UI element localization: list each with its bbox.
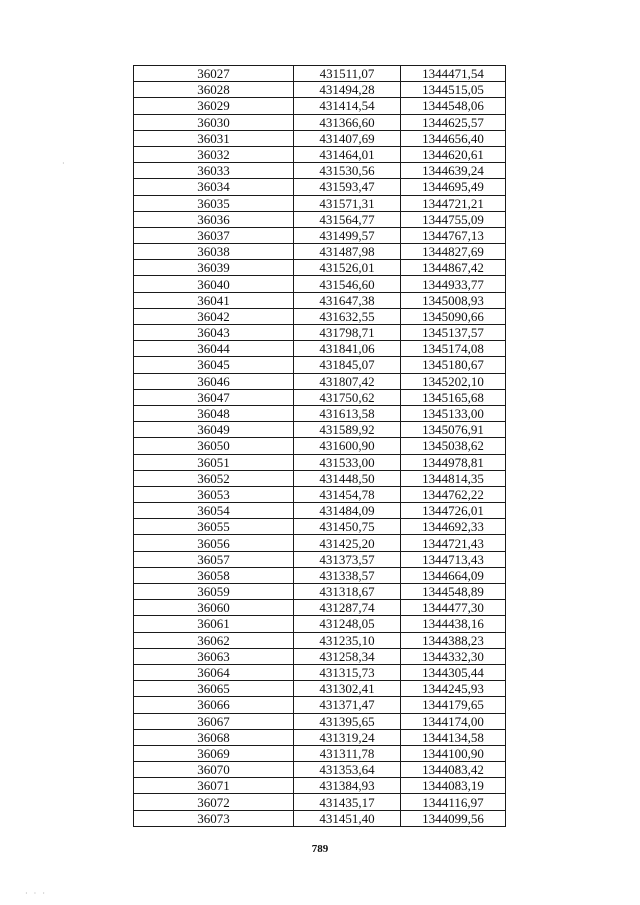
point-number-cell: 36030 [134, 114, 294, 130]
table-row [134, 373, 506, 389]
x-coordinate-cell: 431451,40 [294, 810, 401, 826]
point-number-cell: 36044 [134, 341, 294, 357]
table-row [134, 454, 506, 470]
y-coordinate-cell: 1345174,08 [401, 341, 506, 357]
point-number-cell: 36067 [134, 713, 294, 729]
table-row [134, 470, 506, 486]
y-coordinate-cell: 1344305,44 [401, 664, 506, 680]
x-coordinate-cell: 431414,54 [294, 98, 401, 114]
x-coordinate-cell: 431448,50 [294, 470, 401, 486]
y-coordinate-cell: 1344762,22 [401, 486, 506, 502]
table-row [134, 810, 506, 826]
point-number-cell: 36038 [134, 244, 294, 260]
y-coordinate-cell: 1344755,09 [401, 211, 506, 227]
y-coordinate-cell: 1344867,42 [401, 260, 506, 276]
y-coordinate-cell: 1345038,62 [401, 438, 506, 454]
y-coordinate-cell: 1344388,23 [401, 632, 506, 648]
point-number-cell: 36045 [134, 357, 294, 373]
point-number-cell: 36070 [134, 762, 294, 778]
y-coordinate-cell: 1344174,00 [401, 713, 506, 729]
table-row [134, 648, 506, 664]
x-coordinate-cell: 431371,47 [294, 697, 401, 713]
y-coordinate-cell: 1344100,90 [401, 745, 506, 761]
point-number-cell: 36051 [134, 454, 294, 470]
y-coordinate-cell: 1344639,24 [401, 163, 506, 179]
point-number-cell: 36046 [134, 373, 294, 389]
table-row [134, 195, 506, 211]
point-number-cell: 36064 [134, 664, 294, 680]
y-coordinate-cell: 1345008,93 [401, 292, 506, 308]
table-row [134, 357, 506, 373]
point-number-cell: 36031 [134, 130, 294, 146]
point-number-cell: 36071 [134, 778, 294, 794]
point-number-cell: 36039 [134, 260, 294, 276]
table-row [134, 66, 506, 82]
point-number-cell: 36055 [134, 519, 294, 535]
x-coordinate-cell: 431435,17 [294, 794, 401, 810]
x-coordinate-cell: 431750,62 [294, 389, 401, 405]
x-coordinate-cell: 431287,74 [294, 600, 401, 616]
table-row [134, 616, 506, 632]
y-coordinate-cell: 1344695,49 [401, 179, 506, 195]
table-row [134, 325, 506, 341]
x-coordinate-cell: 431546,60 [294, 276, 401, 292]
y-coordinate-cell: 1344713,43 [401, 551, 506, 567]
table-row [134, 664, 506, 680]
x-coordinate-cell: 431248,05 [294, 616, 401, 632]
y-coordinate-cell: 1345090,66 [401, 308, 506, 324]
scan-speck: · [62, 159, 65, 168]
table-row [134, 308, 506, 324]
x-coordinate-cell: 431841,06 [294, 341, 401, 357]
table-row [134, 146, 506, 162]
y-coordinate-cell: 1344933,77 [401, 276, 506, 292]
x-coordinate-cell: 431600,90 [294, 438, 401, 454]
y-coordinate-cell: 1344814,35 [401, 470, 506, 486]
point-number-cell: 36050 [134, 438, 294, 454]
x-coordinate-cell: 431384,93 [294, 778, 401, 794]
y-coordinate-cell: 1344827,69 [401, 244, 506, 260]
point-number-cell: 36059 [134, 584, 294, 600]
table-row [134, 551, 506, 567]
point-number-cell: 36057 [134, 551, 294, 567]
table-row [134, 535, 506, 551]
y-coordinate-cell: 1344692,33 [401, 519, 506, 535]
point-number-cell: 36028 [134, 82, 294, 98]
x-coordinate-cell: 431454,78 [294, 486, 401, 502]
table-row [134, 179, 506, 195]
y-coordinate-cell: 1344726,01 [401, 503, 506, 519]
y-coordinate-cell: 1344620,61 [401, 146, 506, 162]
point-number-cell: 36068 [134, 729, 294, 745]
point-number-cell: 36043 [134, 325, 294, 341]
y-coordinate-cell: 1344245,93 [401, 681, 506, 697]
table-row [134, 114, 506, 130]
y-coordinate-cell: 1344438,16 [401, 616, 506, 632]
point-number-cell: 36053 [134, 486, 294, 502]
table-row [134, 762, 506, 778]
point-number-cell: 36069 [134, 745, 294, 761]
x-coordinate-cell: 431464,01 [294, 146, 401, 162]
x-coordinate-cell: 431798,71 [294, 325, 401, 341]
point-number-cell: 36073 [134, 810, 294, 826]
table-row [134, 519, 506, 535]
table-row [134, 503, 506, 519]
table-row [134, 729, 506, 745]
x-coordinate-cell: 431319,24 [294, 729, 401, 745]
point-number-cell: 36062 [134, 632, 294, 648]
table-row [134, 632, 506, 648]
x-coordinate-cell: 431613,58 [294, 405, 401, 421]
x-coordinate-cell: 431647,38 [294, 292, 401, 308]
table-row [134, 211, 506, 227]
page-number: 789 [311, 843, 329, 855]
y-coordinate-cell: 1344664,09 [401, 567, 506, 583]
x-coordinate-cell: 431511,07 [294, 66, 401, 82]
point-number-cell: 36056 [134, 535, 294, 551]
table-row [134, 567, 506, 583]
x-coordinate-cell: 431318,67 [294, 584, 401, 600]
table-row [134, 163, 506, 179]
table-row [134, 600, 506, 616]
x-coordinate-cell: 431366,60 [294, 114, 401, 130]
point-number-cell: 36042 [134, 308, 294, 324]
y-coordinate-cell: 1344721,43 [401, 535, 506, 551]
table-row [134, 82, 506, 98]
x-coordinate-cell: 431484,09 [294, 503, 401, 519]
point-number-cell: 36054 [134, 503, 294, 519]
x-coordinate-cell: 431425,20 [294, 535, 401, 551]
y-coordinate-cell: 1344767,13 [401, 227, 506, 243]
y-coordinate-cell: 1344083,19 [401, 778, 506, 794]
x-coordinate-cell: 431593,47 [294, 179, 401, 195]
point-number-cell: 36034 [134, 179, 294, 195]
table-row [134, 292, 506, 308]
scan-speck: · · · [25, 889, 47, 898]
point-number-cell: 36058 [134, 567, 294, 583]
x-coordinate-cell: 431395,65 [294, 713, 401, 729]
x-coordinate-cell: 431589,92 [294, 422, 401, 438]
y-coordinate-cell: 1345076,91 [401, 422, 506, 438]
x-coordinate-cell: 431450,75 [294, 519, 401, 535]
table-row [134, 98, 506, 114]
table-row [134, 681, 506, 697]
table-row [134, 389, 506, 405]
point-number-cell: 36041 [134, 292, 294, 308]
x-coordinate-cell: 431499,57 [294, 227, 401, 243]
x-coordinate-cell: 431302,41 [294, 681, 401, 697]
y-coordinate-cell: 1344721,21 [401, 195, 506, 211]
table-row [134, 276, 506, 292]
x-coordinate-cell: 431407,69 [294, 130, 401, 146]
point-number-cell: 36032 [134, 146, 294, 162]
coordinates-table-body [134, 66, 506, 827]
point-number-cell: 36048 [134, 405, 294, 421]
y-coordinate-cell: 1344099,56 [401, 810, 506, 826]
y-coordinate-cell: 1345133,00 [401, 405, 506, 421]
x-coordinate-cell: 431807,42 [294, 373, 401, 389]
point-number-cell: 36033 [134, 163, 294, 179]
x-coordinate-cell: 431845,07 [294, 357, 401, 373]
y-coordinate-cell: 1344471,54 [401, 66, 506, 82]
point-number-cell: 36049 [134, 422, 294, 438]
table-row [134, 341, 506, 357]
x-coordinate-cell: 431564,77 [294, 211, 401, 227]
point-number-cell: 36063 [134, 648, 294, 664]
x-coordinate-cell: 431373,57 [294, 551, 401, 567]
x-coordinate-cell: 431494,28 [294, 82, 401, 98]
point-number-cell: 36052 [134, 470, 294, 486]
x-coordinate-cell: 431311,78 [294, 745, 401, 761]
table-row [134, 778, 506, 794]
point-number-cell: 36066 [134, 697, 294, 713]
point-number-cell: 36065 [134, 681, 294, 697]
table-row [134, 405, 506, 421]
table-row [134, 486, 506, 502]
table-row [134, 438, 506, 454]
y-coordinate-cell: 1344548,06 [401, 98, 506, 114]
y-coordinate-cell: 1344332,30 [401, 648, 506, 664]
y-coordinate-cell: 1344083,42 [401, 762, 506, 778]
x-coordinate-cell: 431338,57 [294, 567, 401, 583]
y-coordinate-cell: 1345165,68 [401, 389, 506, 405]
point-number-cell: 36027 [134, 66, 294, 82]
y-coordinate-cell: 1345137,57 [401, 325, 506, 341]
table-row [134, 227, 506, 243]
x-coordinate-cell: 431632,55 [294, 308, 401, 324]
point-number-cell: 36060 [134, 600, 294, 616]
x-coordinate-cell: 431235,10 [294, 632, 401, 648]
table-row [134, 794, 506, 810]
y-coordinate-cell: 1345202,10 [401, 373, 506, 389]
point-number-cell: 36040 [134, 276, 294, 292]
point-number-cell: 36035 [134, 195, 294, 211]
y-coordinate-cell: 1344978,81 [401, 454, 506, 470]
table-row [134, 745, 506, 761]
point-number-cell: 36037 [134, 227, 294, 243]
x-coordinate-cell: 431533,00 [294, 454, 401, 470]
table-row [134, 697, 506, 713]
y-coordinate-cell: 1344548,89 [401, 584, 506, 600]
y-coordinate-cell: 1345180,67 [401, 357, 506, 373]
table-row [134, 422, 506, 438]
y-coordinate-cell: 1344656,40 [401, 130, 506, 146]
x-coordinate-cell: 431315,73 [294, 664, 401, 680]
table-row [134, 584, 506, 600]
table-row [134, 713, 506, 729]
x-coordinate-cell: 431353,64 [294, 762, 401, 778]
y-coordinate-cell: 1344625,57 [401, 114, 506, 130]
table-row [134, 244, 506, 260]
point-number-cell: 36047 [134, 389, 294, 405]
point-number-cell: 36036 [134, 211, 294, 227]
table-row [134, 260, 506, 276]
y-coordinate-cell: 1344515,05 [401, 82, 506, 98]
y-coordinate-cell: 1344134,58 [401, 729, 506, 745]
point-number-cell: 36072 [134, 794, 294, 810]
y-coordinate-cell: 1344477,30 [401, 600, 506, 616]
table-row [134, 130, 506, 146]
x-coordinate-cell: 431526,01 [294, 260, 401, 276]
point-number-cell: 36029 [134, 98, 294, 114]
x-coordinate-cell: 431530,56 [294, 163, 401, 179]
coordinates-table [133, 65, 506, 827]
x-coordinate-cell: 431571,31 [294, 195, 401, 211]
y-coordinate-cell: 1344116,97 [401, 794, 506, 810]
point-number-cell: 36061 [134, 616, 294, 632]
x-coordinate-cell: 431487,98 [294, 244, 401, 260]
x-coordinate-cell: 431258,34 [294, 648, 401, 664]
y-coordinate-cell: 1344179,65 [401, 697, 506, 713]
